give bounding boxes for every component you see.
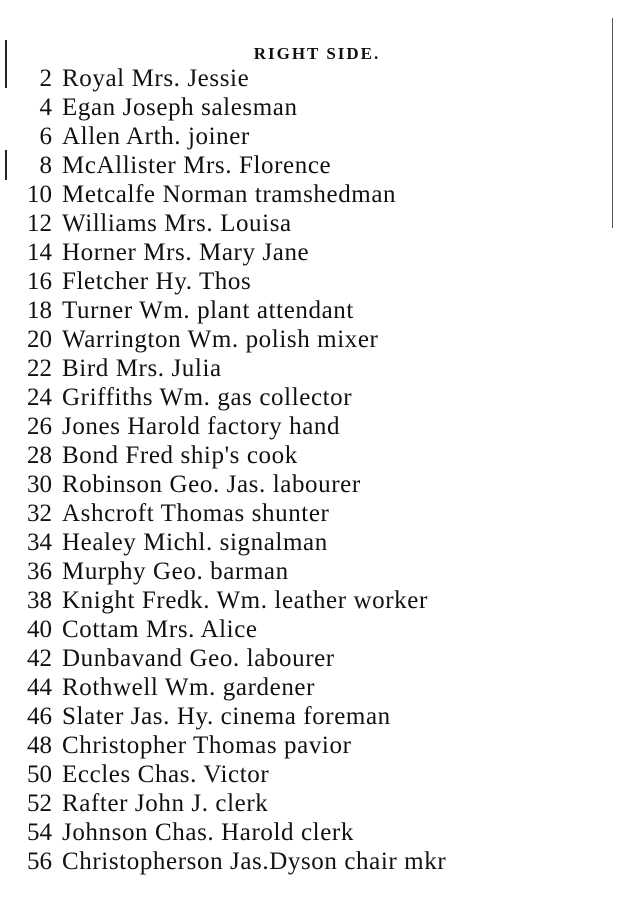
house-number: 10 (27, 181, 52, 208)
list-item (0, 789, 622, 818)
resident-list (0, 64, 622, 876)
resident-entry: Bird Mrs. Julia (62, 355, 222, 382)
list-item (0, 412, 622, 441)
resident-entry: Bond Fred ship's cook (62, 442, 298, 469)
list-item (0, 615, 622, 644)
list-item (0, 180, 622, 209)
list-item (0, 209, 622, 238)
house-number: 30 (27, 471, 52, 498)
resident-entry: Eccles Chas. Victor (62, 761, 270, 788)
resident-entry: Warrington Wm. polish mixer (62, 326, 379, 353)
list-item (0, 847, 622, 876)
list-item (0, 499, 622, 528)
resident-entry: McAllister Mrs. Florence (62, 152, 332, 179)
resident-entry: Allen Arth. joiner (62, 123, 250, 150)
list-item (0, 702, 622, 731)
house-number: 22 (27, 355, 52, 382)
house-number: 40 (27, 616, 52, 643)
house-number: 54 (27, 819, 52, 846)
resident-entry: Horner Mrs. Mary Jane (62, 239, 310, 266)
list-item (0, 354, 622, 383)
resident-entry: Williams Mrs. Louisa (62, 210, 292, 237)
section-heading: RIGHT SIDE. (253, 44, 381, 63)
house-number: 18 (27, 297, 52, 324)
house-number: 12 (27, 210, 52, 237)
house-number: 24 (27, 384, 52, 411)
resident-entry: Cottam Mrs. Alice (62, 616, 258, 643)
list-item (0, 673, 622, 702)
house-number: 8 (39, 152, 52, 179)
list-item (0, 325, 622, 354)
house-number: 16 (27, 268, 52, 295)
list-item (0, 93, 622, 122)
house-number: 26 (27, 413, 52, 440)
resident-entry: Royal Mrs. Jessie (62, 65, 250, 92)
list-item (0, 731, 622, 760)
resident-entry: Metcalfe Norman tramshedman (62, 181, 397, 208)
resident-entry: Robinson Geo. Jas. labourer (62, 471, 361, 498)
house-number: 38 (27, 587, 52, 614)
house-number: 36 (27, 558, 52, 585)
house-number: 6 (39, 123, 52, 150)
house-number: 42 (27, 645, 52, 672)
list-item (0, 296, 622, 325)
house-number: 4 (39, 94, 52, 121)
house-number: 20 (27, 326, 52, 353)
list-item (0, 64, 622, 93)
resident-entry: Knight Fredk. Wm. leather worker (62, 587, 428, 614)
list-item (0, 760, 622, 789)
house-number: 48 (27, 732, 52, 759)
resident-entry: Slater Jas. Hy. cinema foreman (62, 703, 391, 730)
house-number: 50 (27, 761, 52, 788)
house-number: 14 (27, 239, 52, 266)
resident-entry: Christopherson Jas.Dyson chair mkr (62, 848, 447, 875)
house-number: 2 (39, 65, 52, 92)
house-number: 34 (27, 529, 52, 556)
house-number: 44 (27, 674, 52, 701)
resident-entry: Turner Wm. plant attendant (62, 297, 354, 324)
list-item (0, 586, 622, 615)
house-number: 46 (27, 703, 52, 730)
resident-entry: Dunbavand Geo. labourer (62, 645, 335, 672)
list-item (0, 557, 622, 586)
house-number: 56 (27, 848, 52, 875)
resident-entry: Rafter John J. clerk (62, 790, 269, 817)
resident-entry: Murphy Geo. barman (62, 558, 289, 585)
resident-entry: Ashcroft Thomas shunter (62, 500, 330, 527)
list-item (0, 383, 622, 412)
house-number: 28 (27, 442, 52, 469)
resident-entry: Egan Joseph salesman (62, 94, 298, 121)
resident-entry: Rothwell Wm. gardener (62, 674, 316, 701)
resident-entry: Healey Michl. signalman (62, 529, 328, 556)
house-number: 32 (27, 500, 52, 527)
list-item (0, 238, 622, 267)
resident-entry: Christopher Thomas pavior (62, 732, 352, 759)
list-item (0, 470, 622, 499)
house-number: 52 (27, 790, 52, 817)
list-item (0, 818, 622, 847)
list-item (0, 528, 622, 557)
resident-entry: Johnson Chas. Harold clerk (62, 819, 354, 846)
resident-entry: Fletcher Hy. Thos (62, 268, 252, 295)
resident-entry: Jones Harold factory hand (62, 413, 341, 440)
list-item (0, 267, 622, 296)
list-item (0, 151, 622, 180)
list-item (0, 122, 622, 151)
list-item (0, 441, 622, 470)
resident-entry: Griffiths Wm. gas collector (62, 384, 353, 411)
list-item (0, 644, 622, 673)
